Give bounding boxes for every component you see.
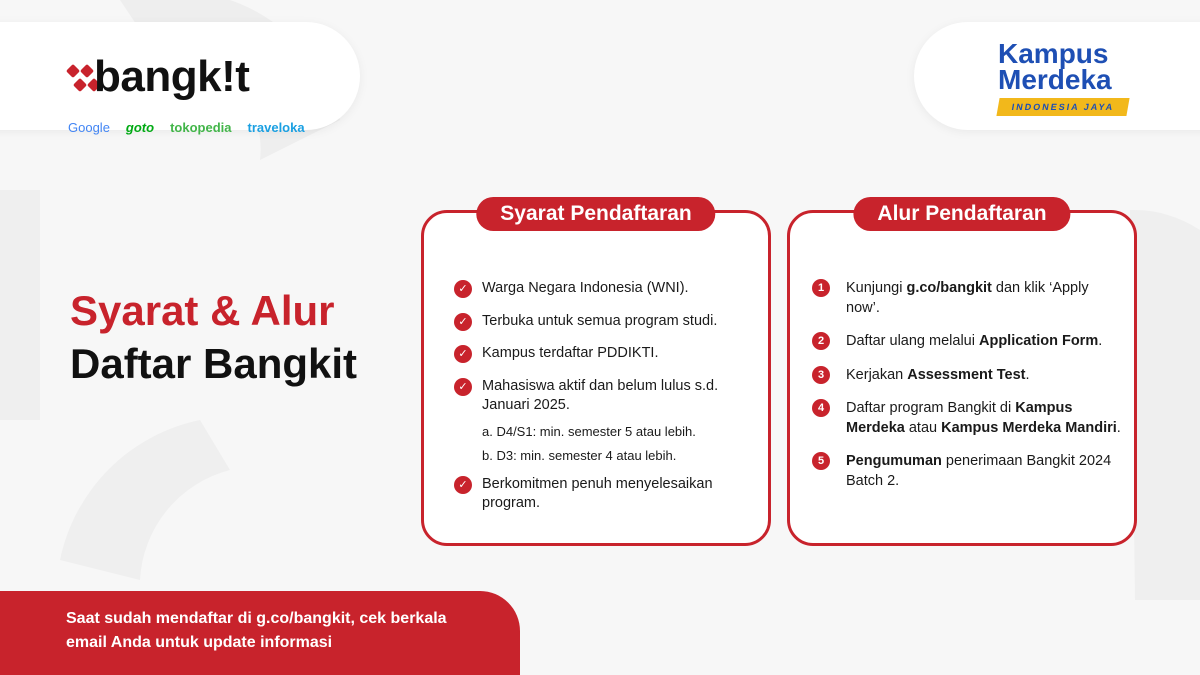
partner-traveloka: traveloka [247, 120, 305, 135]
partner-logos [68, 120, 305, 135]
step-item [812, 279, 1124, 318]
list-item [454, 475, 752, 514]
flow-card [787, 202, 1137, 546]
list-item [454, 279, 752, 299]
check-icon: ✓ [454, 476, 472, 494]
requirements-title: Syarat Pendaftaran [476, 197, 715, 231]
sub-item: a. D4/S1: min. semester 5 atau lebih. [482, 423, 696, 439]
requirements-list [454, 279, 752, 527]
step-text: Daftar program Bangkit di Kampus Merdeka atau Kampus Merdeka Mandiri. [846, 400, 1121, 436]
footer-line1: Saat sudah mendaftar di g.co/bangkit, cek berkala [66, 610, 447, 627]
step-number-badge: 4 [812, 399, 830, 417]
km-ribbon: INDONESIA JAYA [996, 98, 1129, 116]
km-line1: Kampus [998, 38, 1109, 69]
requirements-card [421, 202, 771, 546]
requirement-text: Kampus terdaftar PDDIKTI. [482, 345, 659, 362]
title-line1: Syarat & Alur [70, 287, 335, 334]
partner-tokopedia: tokopedia [170, 120, 232, 135]
step-item [812, 332, 1124, 352]
flow-steps [812, 279, 1124, 506]
km-line2: Merdeka [998, 64, 1112, 95]
semester-sub-list [482, 424, 752, 463]
partner-goto: goto [125, 120, 155, 135]
kampus-merdeka-logo [914, 22, 1200, 130]
list-item [454, 377, 752, 416]
requirement-text: Mahasiswa aktif dan belum lulus s.d. Januari 2025. [482, 377, 719, 414]
check-icon: ✓ [454, 378, 472, 396]
step-text: Pengumuman penerimaan Bangkit 2024 Batch 2. [846, 453, 1112, 489]
brand-name: bangk!t [94, 52, 250, 101]
step-item [812, 366, 1124, 386]
step-number-badge: 5 [812, 452, 830, 470]
brand-header [0, 22, 360, 135]
list-item [454, 344, 752, 364]
partner-google: Google [68, 120, 110, 135]
check-icon: ✓ [454, 280, 472, 298]
step-text: Kerjakan Assessment Test. [846, 366, 1030, 383]
step-item [812, 452, 1124, 491]
sub-list-wrapper [454, 424, 752, 463]
step-number-badge: 2 [812, 332, 830, 350]
check-icon: ✓ [454, 345, 472, 363]
requirement-text: Warga Negara Indonesia (WNI). [482, 280, 689, 296]
footer-banner [0, 591, 520, 675]
requirement-text: Terbuka untuk semua program studi. [482, 312, 718, 329]
flow-title: Alur Pendaftaran [853, 197, 1070, 231]
requirement-text: Berkomitmen penuh menyelesaikan program. [482, 475, 713, 512]
page-title [70, 285, 357, 390]
check-icon: ✓ [454, 313, 472, 331]
step-item [812, 399, 1124, 438]
step-text: Kunjungi g.co/bangkit dan klik ‘Apply now’. [846, 280, 1089, 316]
list-item [454, 312, 752, 332]
step-text: Daftar ulang melalui Application Form. [846, 333, 1103, 350]
step-number-badge: 3 [812, 366, 830, 384]
step-number-badge: 1 [812, 279, 830, 297]
footer-line2: email Anda untuk update informasi [66, 634, 333, 651]
sub-item: b. D3: min. semester 4 atau lebih. [482, 447, 677, 463]
title-line2: Daftar Bangkit [70, 339, 358, 387]
